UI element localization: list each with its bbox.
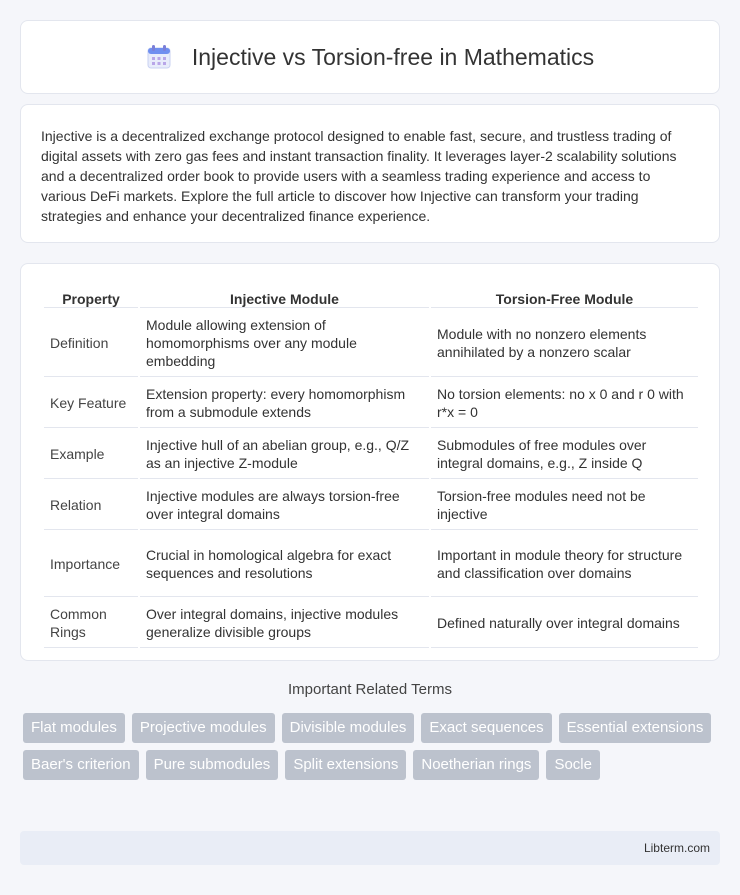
table-row [44,532,698,597]
table-cell: Torsion-free modules need not be injective [431,481,698,530]
table-cell: Injective modules are always torsion-free over integral domains [140,481,429,530]
related-terms-title: Important Related Terms [288,681,452,698]
tag-split-extensions[interactable]: Split extensions [285,750,406,780]
tag-pure-submodules[interactable]: Pure submodules [146,750,279,780]
tag-baers-criterion[interactable]: Baer's criterion [23,750,139,780]
table-row [44,599,698,648]
table-cell: Key Feature [44,379,138,428]
page-title: Injective vs Torsion-free in Mathematics [191,43,595,70]
tag-socle[interactable]: Socle [546,750,600,780]
footer-link[interactable]: Libterm.com [643,841,710,855]
header-card [20,20,720,94]
tag-divisible-modules[interactable]: Divisible modules [282,713,415,743]
table-row [44,379,698,428]
related-tags [23,713,723,780]
tag-projective-modules[interactable]: Projective modules [132,713,275,743]
table-cell: Example [44,430,138,479]
table-cell: Over integral domains, injective modules generalize divisible groups [140,599,429,648]
header [146,44,594,71]
table-cell: Defined naturally over integral domains [431,599,698,648]
comparison-table [42,284,700,650]
table-cell: Module with no nonzero elements annihilated by a nonzero scalar [431,310,698,377]
table-cell: No torsion elements: no x 0 and r 0 with r*x = 0 [431,379,698,428]
table-cell: Importance [44,532,138,597]
tag-flat-modules[interactable]: Flat modules [23,713,125,743]
table-header-row [44,286,698,308]
table-cell: Submodules of free modules over integral domains, e.g., Z inside Q [431,430,698,479]
header-torsion-free: Torsion-Free Module [431,286,698,308]
table-row [44,310,698,377]
table-cell: Common Rings [44,599,138,648]
table-cell: Module allowing extension of homomorphisms over any module embedding [140,310,429,377]
intro-card [20,104,720,243]
table-cell: Crucial in homological algebra for exact sequences and resolutions [140,532,429,597]
footer [20,831,720,865]
intro-text: Injective is a decentralized exchange protocol designed to enable fast, secure, and trustless trading of digital assets with zero gas fees and instant transaction finality. It leverages layer-2 scalability solutions and a decentralized order book to provide users with a seamless trading experience and access to various DeFi markets. Explore the full article to discover how Injective can transform your trading strategies and enhance your decentralized finance experience. [41,128,677,224]
calendar-icon [146,44,172,70]
table-cell: Injective hull of an abelian group, e.g., Q/Z as an injective Z-module [140,430,429,479]
header-property: Property [44,286,138,308]
table-row [44,430,698,479]
table-cell: Extension property: every homomorphism from a submodule extends [140,379,429,428]
table-cell: Definition [44,310,138,377]
tag-exact-sequences[interactable]: Exact sequences [421,713,551,743]
tag-essential-extensions[interactable]: Essential extensions [559,713,712,743]
table-cell: Relation [44,481,138,530]
header-injective: Injective Module [140,286,429,308]
table-cell: Important in module theory for structure and classification over domains [431,532,698,597]
comparison-card [20,263,720,661]
tag-noetherian-rings[interactable]: Noetherian rings [413,750,539,780]
table-row [44,481,698,530]
